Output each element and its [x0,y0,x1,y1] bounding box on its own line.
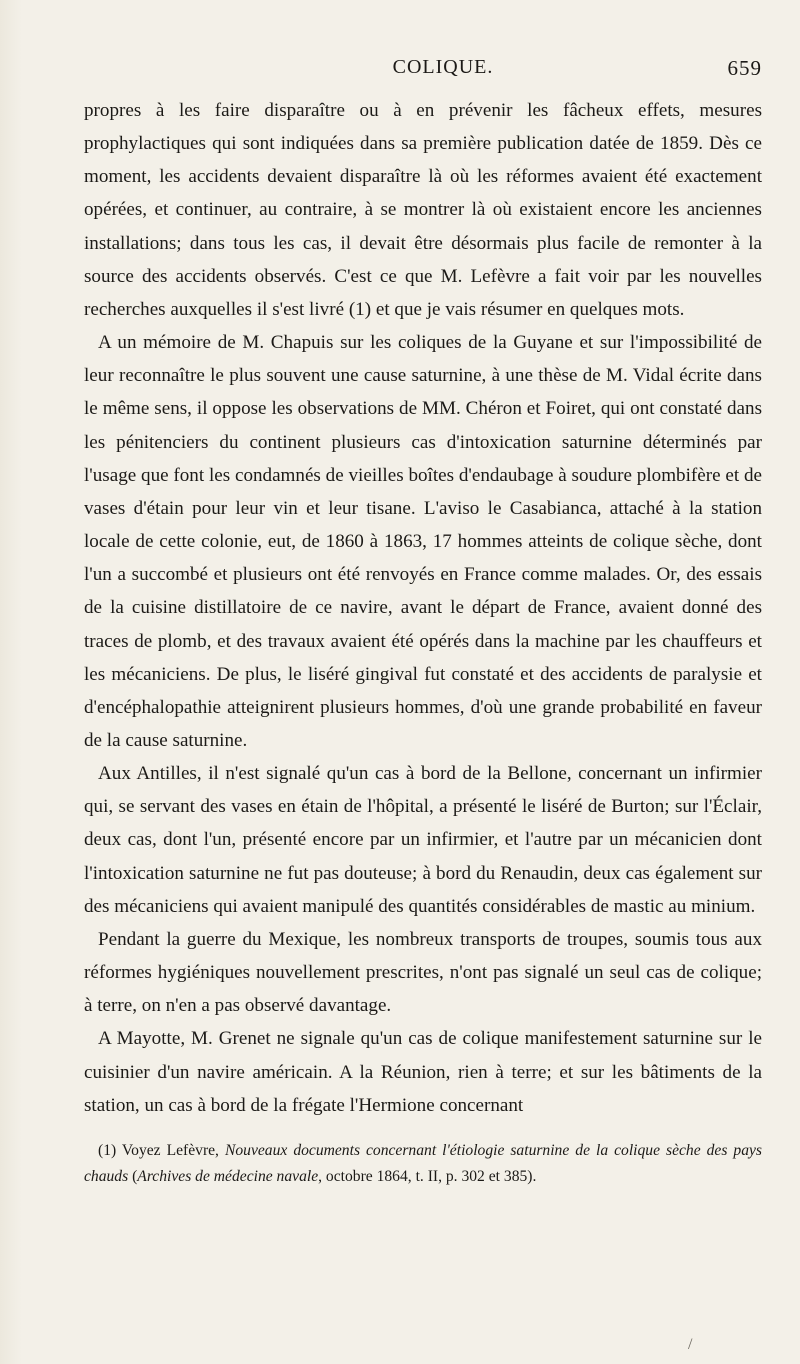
paragraph: A Mayotte, M. Grenet ne signale qu'un cas de colique manifestement saturnine sur le cuisinier d'un navire américain. A la Réunion, rien à terre; et sur les bâtiments de la station, un cas à bord de la frégate l'Hermione concernant [84,1028,762,1116]
footnote-lead: Voyez Lefèvre, [121,1141,219,1159]
page-header [84,56,762,94]
paragraph: propres à les faire disparaître ou à en prévenir les fâcheux effets, mesures prophylactiques qui sont indiquées dans sa première publication datée de 1859. Dès ce moment, les accidents devaient disparaître là où les réformes avaient été exactement opérées, et continuer, au contraire, à se montrer là où existaient encore les anciennes installations; dans tous les cas, il devait être désormais plus facile de remonter à la source des accidents observés. C'est ce que M. Lefèvre a fait voir par les nouvelles recherches auxquelles il s'est livré (1) et que je vais résumer en quelques mots. [84,100,762,320]
body-text [84,94,762,1122]
page-number: 659 [727,56,762,80]
stray-mark: / [688,1336,693,1353]
book-page [84,0,762,1190]
footnote-marker: (1) [98,1141,117,1159]
footnote-title: Nouveaux documents concernant l'étiologie saturnine de la colique sèche des pays chauds [84,1141,762,1185]
paragraph: A un mémoire de M. Chapuis sur les coliques de la Guyane et sur l'impossibilité de leur reconnaître le plus souvent une cause saturnine, à une thèse de M. Vidal écrite dans le même sens, il oppose les observations de MM. Chéron et Foiret, qui ont constaté dans les pénitenciers du continent plusieurs cas d'intoxication saturnine déterminés par l'usage que font les condamnés de vieilles boîtes d'endaubage à soudure plombifère et de vases d'étain pour leur vin et leur tisane. L'aviso le Casabianca, attaché à la station locale de cette colonie, eut, de 1860 à 1863, 17 hommes atteints de colique sèche, dont l'un a succombé et plusieurs ont été renvoyés en France comme malades. Or, des essais de la cuisine distillatoire de ce navire, avant le départ de France, avaient donné des traces de plomb, et des travaux avaient été opérés dans la machine par les chauffeurs et les mécaniciens. De plus, le liséré gingival fut constaté et des accidents de paralysie et d'encéphalopathie atteignirent plusieurs hommes, d'où une grande probabilité en faveur de la cause saturnine. [84,332,762,751]
running-title: COLIQUE. [392,56,494,78]
paragraph: Aux Antilles, il n'est signalé qu'un cas à bord de la Bellone, concernant un infirmier qui, se servant des vases en étain de l'hôpital, a présenté le liséré de Burton; sur l'Éclair, deux cas, dont l'un, présenté encore par un infirmier, et l'autre par un mécanicien dont l'intoxication saturnine ne fut pas douteuse; à bord du Renaudin, deux cas également sur des mécaniciens qui avaient manipulé des quantités considérables de mastic au minium. [84,763,762,917]
footnote-rest: , octobre 1864, t. II, p. 302 et 385). [318,1167,537,1185]
footnote-journal: Archives de médecine navale [137,1167,319,1185]
paragraph: Pendant la guerre du Mexique, les nombreux transports de troupes, soumis tous aux réformes hygiéniques nouvellement prescrites, n'ont pas signalé un seul cas de colique; à terre, on n'en a pas observé davantage. [84,928,762,1017]
binding-gutter [0,0,22,1364]
footnote [84,1138,762,1190]
footnote-journal-open: ( [132,1167,138,1185]
